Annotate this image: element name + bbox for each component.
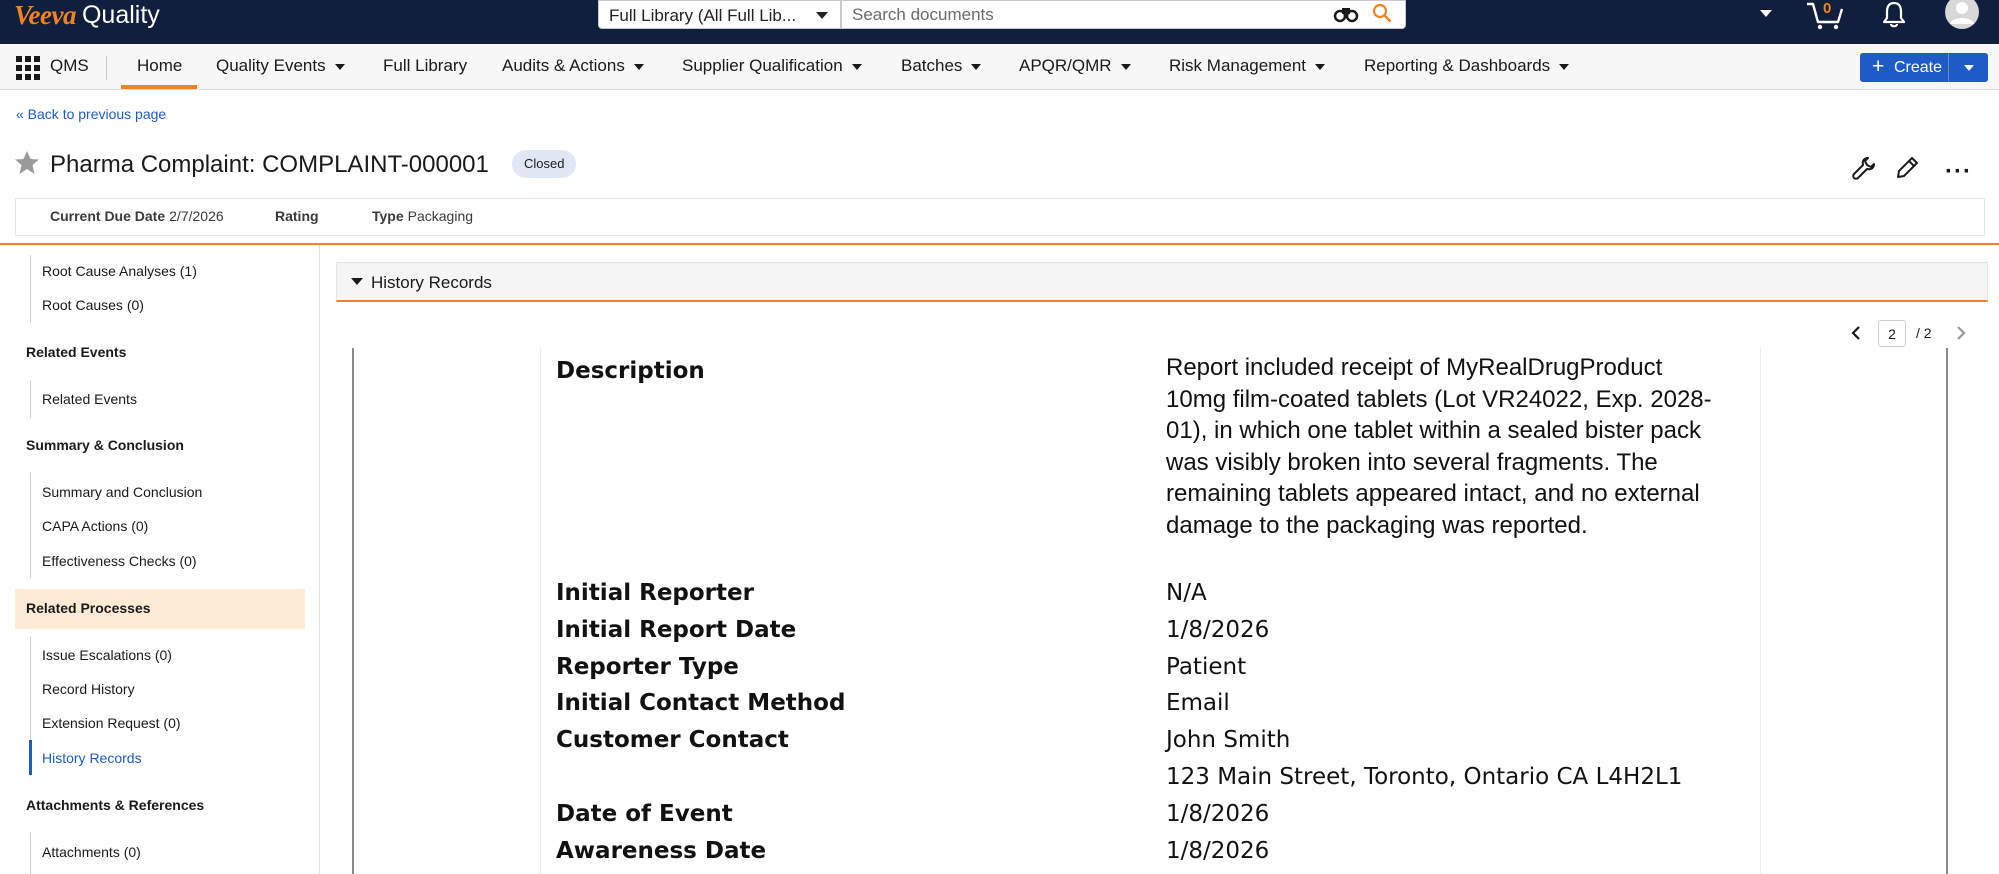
awareness-date-label: Awareness Date [556,838,767,864]
create-button-label: Create [1894,59,1943,76]
initial-contact-method-value: Email [1166,690,1230,716]
initial-reporter-value: N/A [1166,580,1207,606]
app-switcher-label[interactable]: QMS [50,56,89,75]
initial-report-date-value: 1/8/2026 [1166,617,1270,643]
sidebar-item-summary-conclusion[interactable]: Summary and Conclusion [42,484,203,500]
sidebar-item-attachments[interactable]: Attachments (0) [42,844,141,860]
tab-home[interactable]: Home [137,56,183,75]
reporter-type-value: Patient [1166,654,1247,680]
brand-name: Veeva [14,0,76,30]
search-box [841,0,1406,29]
tab-risk-management[interactable] [1169,56,1325,76]
chevron-down-icon [1559,64,1569,70]
product-name: Quality [81,0,160,29]
nav-divider [106,56,107,80]
app-grid-icon[interactable] [16,56,42,80]
due-date-value: 2/7/2026 [169,208,224,224]
app-logo[interactable] [14,0,160,30]
type-label: Type [372,208,404,224]
search-icon[interactable] [1372,3,1392,23]
chevron-down-icon [335,64,345,70]
page-margin-line [540,348,541,874]
main-nav [0,44,1999,90]
due-date-field [50,208,224,224]
sidebar-item-extension-request[interactable]: Extension Request (0) [42,715,181,731]
chevron-down-icon [971,64,981,70]
tab-batches[interactable] [901,56,981,76]
pencil-icon[interactable] [1894,155,1920,181]
initial-report-date-label: Initial Report Date [556,617,797,643]
chevron-down-icon[interactable] [1964,65,1974,71]
awareness-date-value: 1/8/2026 [1166,838,1270,864]
status-badge: Closed [512,150,576,178]
page-title: Pharma Complaint: COMPLAINT-000001 [50,151,489,178]
active-tab-indicator [121,85,197,89]
sidebar-item-issue-escalations[interactable]: Issue Escalations (0) [42,647,172,663]
tab-label: Reporting & Dashboards [1364,56,1551,75]
tab-label: Batches [901,56,963,75]
sidebar-item-record-history[interactable]: Record History [42,681,135,697]
chevron-right-icon[interactable] [1953,324,1969,342]
section-title: History Records [371,273,492,292]
sidebar-heading-related-processes[interactable]: Related Processes [26,600,151,616]
more-actions-icon[interactable]: ··· [1945,158,1972,185]
library-select[interactable] [598,0,841,29]
chevron-down-icon [816,12,828,19]
page-total: / 2 [1916,325,1932,341]
sidebar-item-history-records[interactable]: History Records [42,750,142,766]
user-menu-chevron-icon[interactable] [1760,10,1772,17]
initial-contact-method-label: Initial Contact Method [556,690,846,716]
sidebar-heading-related-events[interactable]: Related Events [26,344,127,360]
sidebar-group-line [30,473,31,578]
description-value: Report included receipt of MyRealDrugProduct 10mg film-coated tablets (Lot VR24022, Exp. 2028-01), in which one tablet within a sealed bister pack was visibly broken into several fragments. The remaining tablets appeared intact, and no external damage to the packaging was reported. [1166,354,1712,539]
record-summary-bar [15,198,1985,236]
plus-icon: + [1872,55,1885,78]
customer-address-value: 123 Main Street, Toronto, Ontario CA L4H2L1 [1166,764,1683,790]
chevron-left-icon[interactable] [1848,324,1864,342]
tab-reporting-dashboards[interactable] [1364,56,1569,76]
sidebar-item-root-causes[interactable]: Root Causes (0) [42,297,144,313]
tab-label: APQR/QMR [1019,56,1112,75]
tab-quality-events[interactable] [216,56,345,76]
initial-reporter-label: Initial Reporter [556,580,754,606]
tab-label: Risk Management [1169,56,1307,75]
sidebar-heading-attachments-references[interactable]: Attachments & References [26,797,205,813]
sidebar-item-root-cause-analyses[interactable]: Root Cause Analyses (1) [42,263,197,279]
due-date-label: Current Due Date [50,208,166,224]
sidebar-item-effectiveness-checks[interactable]: Effectiveness Checks (0) [42,553,197,569]
top-bar [0,0,1999,44]
rating-label: Rating [275,208,319,224]
date-of-event-label: Date of Event [556,801,733,827]
library-select-value: Full Library (All Full Lib... [609,6,797,25]
chevron-down-icon [634,64,644,70]
tab-label: Quality Events [216,56,326,75]
sidebar-heading-summary-conclusion[interactable]: Summary & Conclusion [26,437,184,453]
sidebar-item-related-events[interactable]: Related Events [42,391,137,407]
page-margin-line [1760,348,1761,874]
description-label: Description [556,358,705,384]
current-page-input[interactable]: 2 [1878,320,1906,347]
tab-audits-actions[interactable] [502,56,644,76]
tab-supplier-qualification[interactable] [682,56,862,76]
cart-count-badge: 0 [1823,0,1832,17]
wrench-icon[interactable] [1851,155,1877,181]
tab-apqr-qmr[interactable] [1019,56,1131,76]
date-of-event-value: 1/8/2026 [1166,801,1270,827]
reporter-type-label: Reporter Type [556,654,739,680]
collapse-caret-icon[interactable] [351,278,363,285]
type-value: Packaging [407,208,474,224]
chevron-down-icon [852,64,862,70]
sidebar-group-line [30,833,31,874]
sidebar-active-indicator [29,740,32,775]
chevron-down-icon [1121,64,1131,70]
search-input[interactable] [852,4,1292,26]
sidebar-item-capa-actions[interactable]: CAPA Actions (0) [42,518,149,534]
chevron-down-icon [1315,64,1325,70]
binoculars-icon[interactable] [1333,5,1359,23]
rating-field [275,208,323,224]
customer-contact-value: John Smith [1166,727,1291,753]
customer-contact-label: Customer Contact [556,727,789,753]
star-icon[interactable] [14,150,40,175]
create-button[interactable] [1860,53,1988,82]
history-records-section-header[interactable] [336,262,1988,302]
tab-label: Audits & Actions [502,56,625,75]
type-field [372,208,473,224]
tab-label: Supplier Qualification [682,56,843,75]
create-button-divider [1948,53,1949,82]
back-link[interactable]: « Back to previous page [16,106,167,122]
avatar[interactable] [1944,0,1980,30]
bell-icon[interactable] [1880,0,1908,28]
tab-full-library[interactable]: Full Library [383,56,468,75]
sidebar-group-line [30,380,31,418]
page-navigator [1848,320,1988,348]
sidebar-group-line [30,255,31,323]
